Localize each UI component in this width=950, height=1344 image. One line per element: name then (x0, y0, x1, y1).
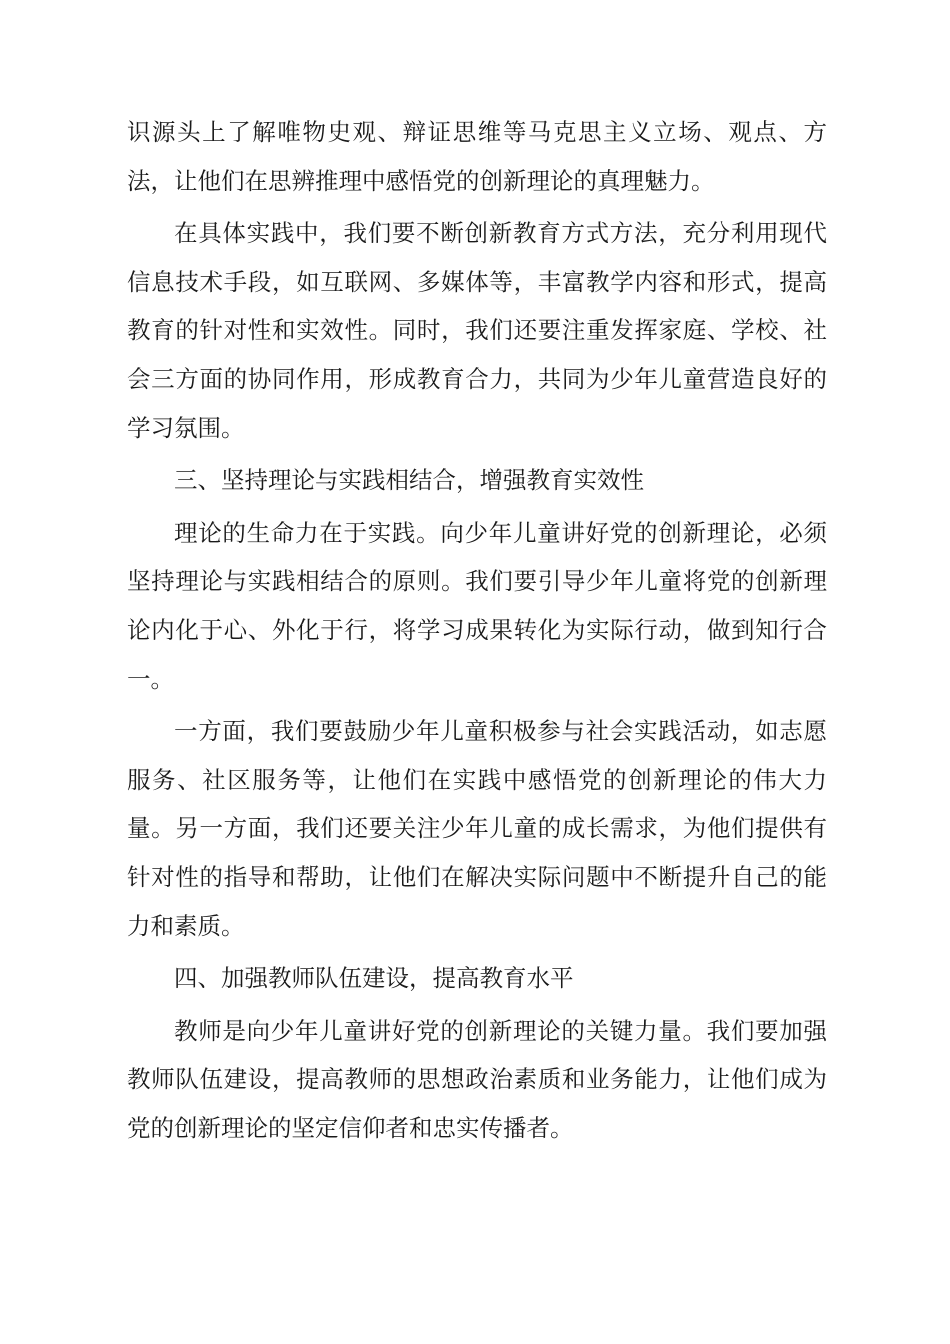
paragraph-theory-practice: 理论的生命力在于实践。向少年儿童讲好党的创新理论，必须坚持理论与实践相结合的原则。我们要引导少年儿童将党的创新理论内化于心、外化于行，将学习成果转化为实际行动，做到知行合一。 (127, 518, 827, 693)
document-body (127, 108, 827, 1156)
paragraph-practice-methods: 在具体实践中，我们要不断创新教育方式方法，充分利用现代信息技术手段，如互联网、多媒体等，丰富教学内容和形式，提高教育的针对性和实效性。同时，我们还要注重发挥家庭、学校、社会三方面的协同作用，形成教育合力，共同为少年儿童营造良好的学习氛围。 (127, 219, 827, 442)
section-heading-4: 四、加强教师队伍建设，提高教育水平 (174, 964, 574, 993)
paragraph-teachers: 教师是向少年儿童讲好党的创新理论的关键力量。我们要加强教师队伍建设，提高教师的思想政治素质和业务能力，让他们成为党的创新理论的坚定信仰者和忠实传播者。 (127, 1016, 827, 1142)
paragraph-continuation: 识源头上了解唯物史观、辩证思维等马克思主义立场、观点、方法，让他们在思辨推理中感悟党的创新理论的真理魅力。 (127, 118, 827, 195)
section-heading-3: 三、坚持理论与实践相结合，增强教育实效性 (174, 466, 644, 495)
paragraph-social-practice: 一方面，我们要鼓励少年儿童积极参与社会实践活动，如志愿服务、社区服务等，让他们在实践中感悟党的创新理论的伟大力量。另一方面，我们还要关注少年儿童的成长需求，为他们提供有针对性的指导和帮助，让他们在解决实际问题中不断提升自己的能力和素质。 (127, 717, 827, 940)
